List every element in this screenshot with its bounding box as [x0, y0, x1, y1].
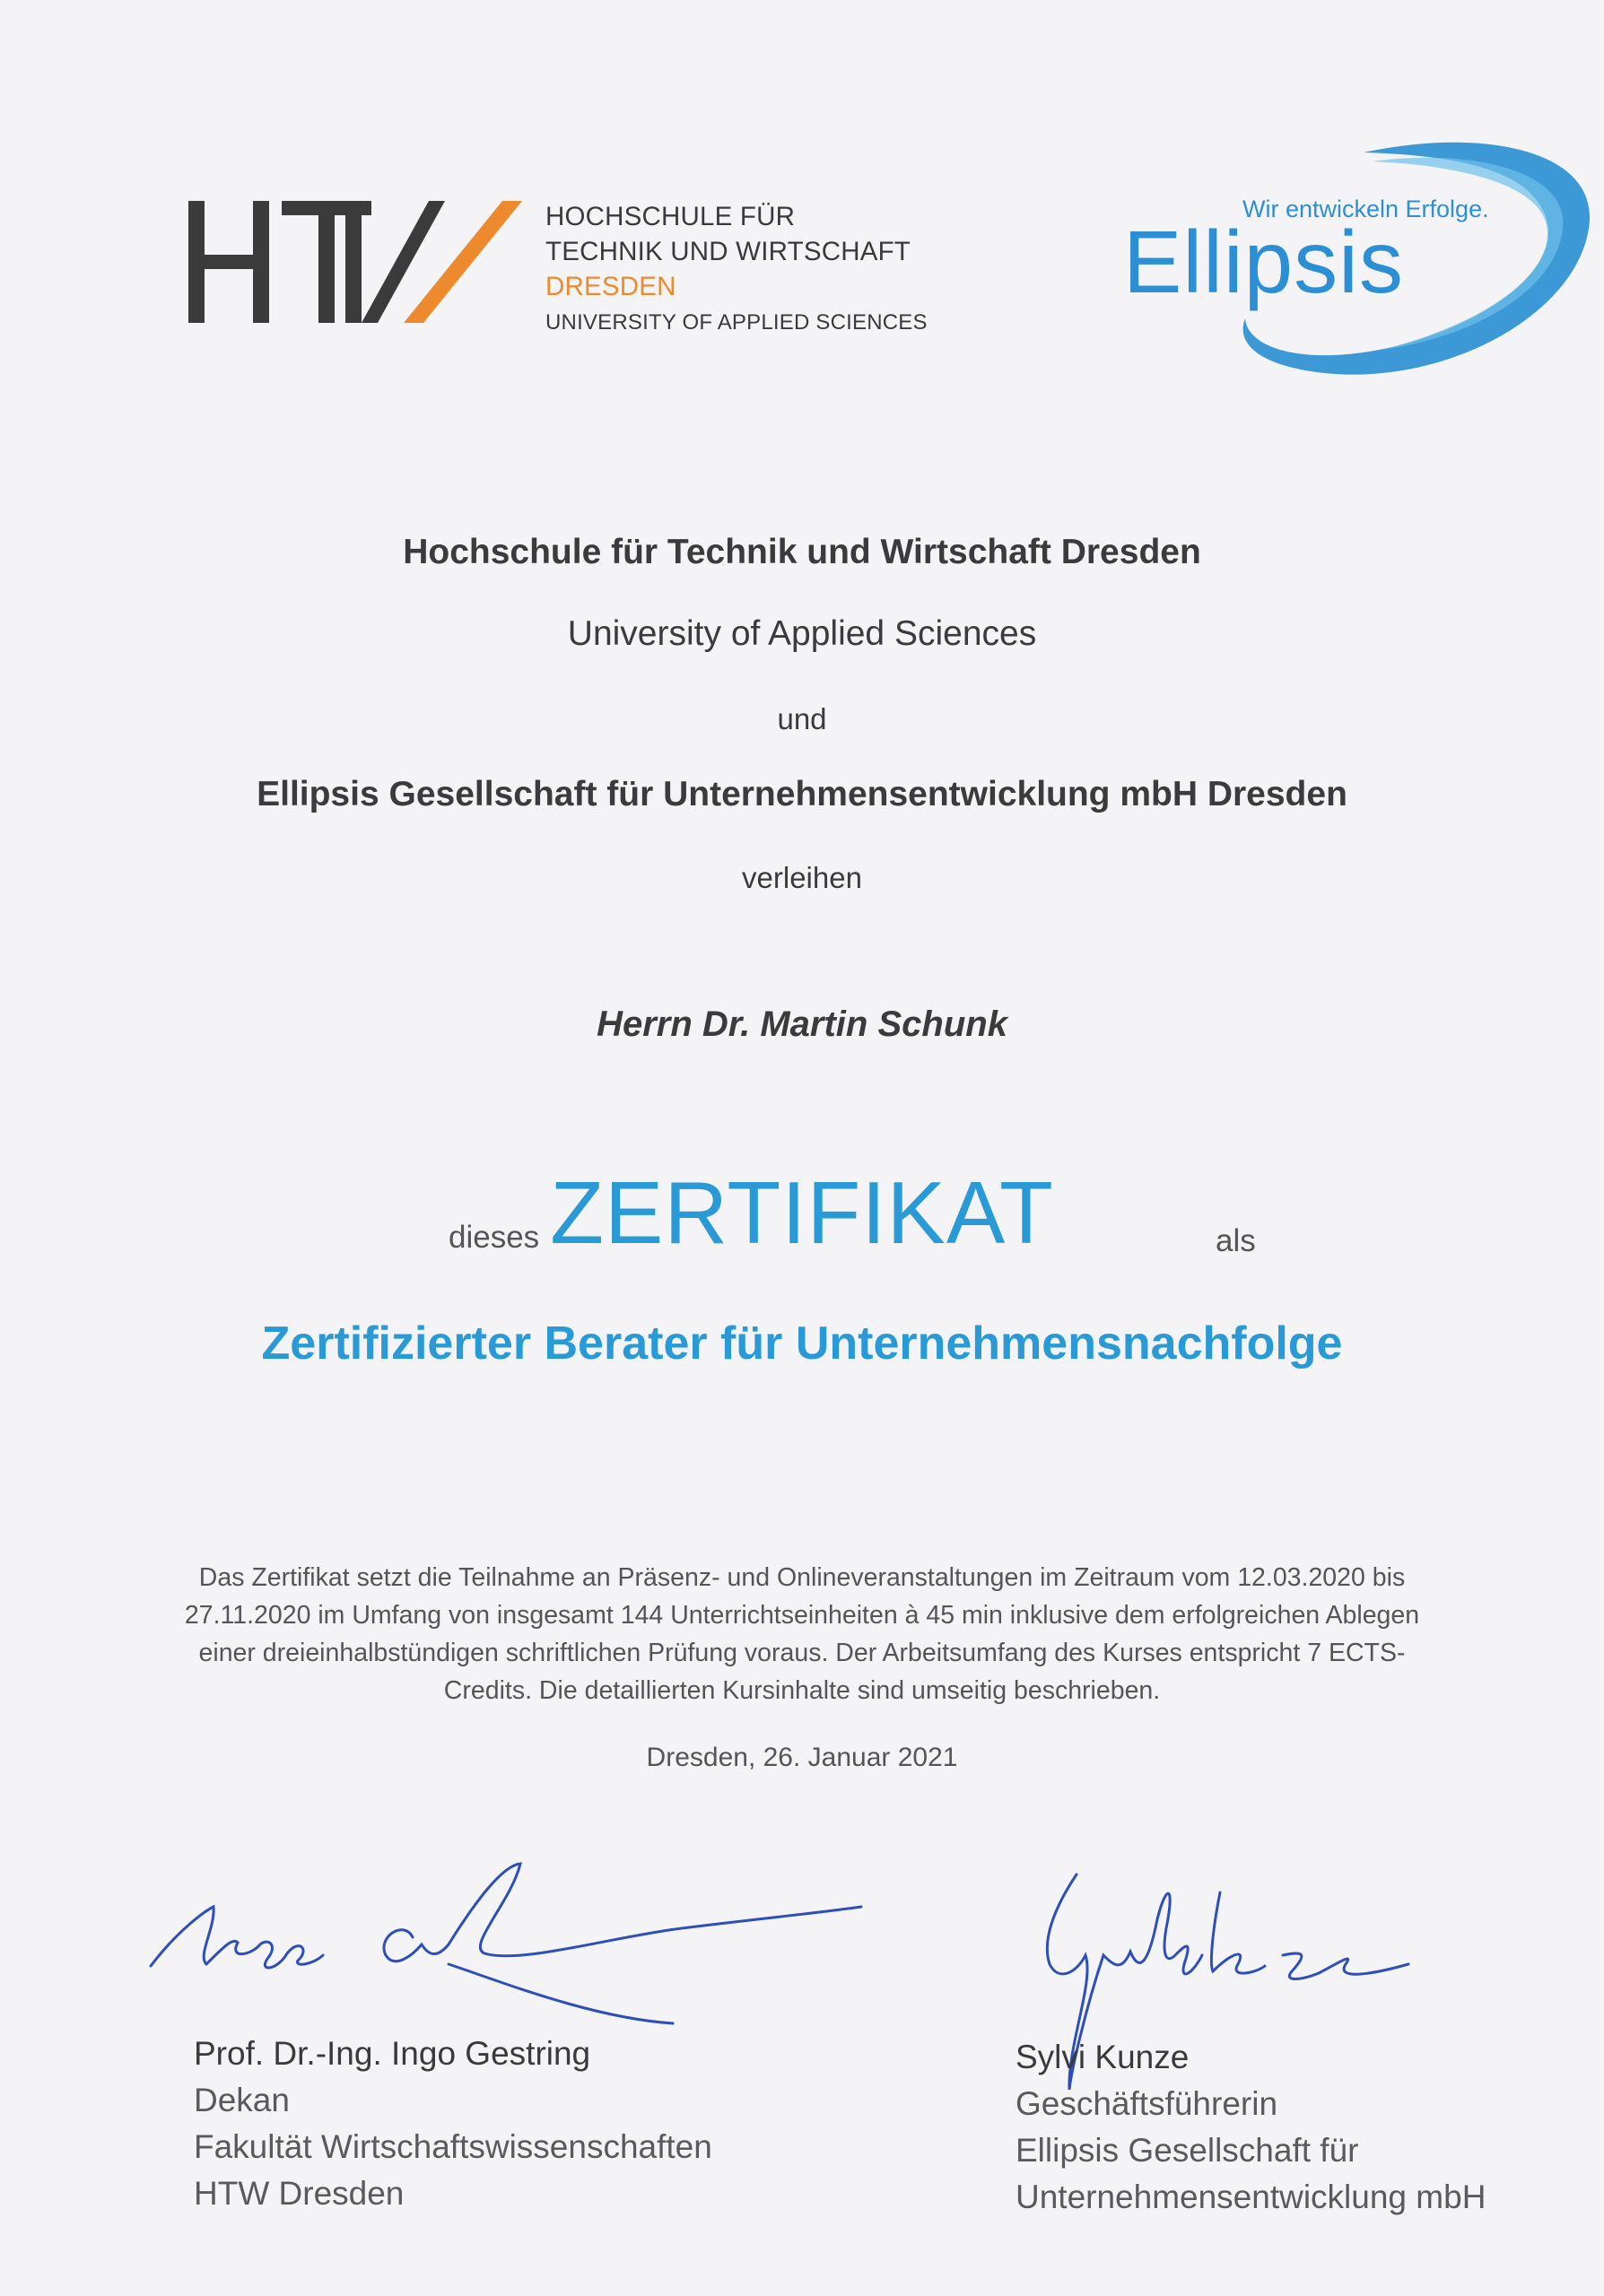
- signature-left-first: [151, 1907, 323, 1968]
- htw-logo-mark: [188, 196, 529, 330]
- certificate-body-text: Das Zertifikat setzt die Teilnahme an Präsenz- und Onlineveranstaltungen im Zeitraum vom 12.03.2020 bis 27.11.2020 im Umfang von insgesamt 144 Unterrichtseinheiten à 45 min inklusive dem erfolgreichen Ablegen einer dreieinhalbstündigen schriftlichen Prüfung voraus. Der Arbeitsumfang des Kurses entspricht 7 ECTS-Credits. Die detaillierten Kursinhalte sind umseitig beschrieben.: [184, 1563, 1420, 1705]
- ellipsis-slogan: Wir entwickeln Erfolge.: [1242, 196, 1489, 222]
- certificate-title: ZERTIFIKAT: [550, 1163, 1054, 1262]
- signatory-left-name: Prof. Dr.-Ing. Ingo Gestring: [194, 2035, 591, 2072]
- htw-logo-line2: TECHNIK UND WIRTSCHAFT: [545, 237, 911, 266]
- htw-logo-line3: DRESDEN: [545, 272, 676, 301]
- recipient-name: Herrn Dr. Martin Schunk: [597, 1004, 1007, 1044]
- signature-left-tail: [449, 1964, 673, 2023]
- signatory-right-role: Geschäftsführerin: [1016, 2085, 1278, 2122]
- htw-logo-t-stem: [318, 201, 335, 323]
- signatory-left-org: HTW Dresden: [194, 2175, 405, 2212]
- signatory-right-org-line1: Ellipsis Gesellschaft für: [1016, 2132, 1359, 2169]
- institution-subtitle: University of Applied Sciences: [567, 614, 1037, 653]
- institution-heading: Hochschule für Technik und Wirtschaft Dresden: [403, 533, 1201, 571]
- partner-heading: Ellipsis Gesellschaft für Unternehmensentwicklung mbH Dresden: [257, 775, 1347, 813]
- htw-logo-line4: UNIVERSITY OF APPLIED SCIENCES: [545, 310, 928, 335]
- signatory-right-org-line2: Unternehmensentwicklung mbH: [1016, 2179, 1486, 2215]
- htw-logo-text: [545, 199, 928, 342]
- signatory-left-role: Dekan: [194, 2082, 290, 2118]
- htw-logo-line1: HOCHSCHULE FÜR: [545, 202, 796, 231]
- htw-logo-w-stem: [345, 201, 362, 323]
- signature-right-last: [1211, 1892, 1265, 1973]
- certificate-designation: Zertifizierter Berater für Unternehmensnachfolge: [261, 1318, 1343, 1370]
- signatory-left-unit: Fakultät Wirtschaftswissenschaften: [194, 2128, 712, 2165]
- signatory-right-name: Sylvi Kunze: [1016, 2039, 1190, 2075]
- ellipsis-wordmark: Ellipsis: [1123, 213, 1404, 311]
- certificate-word-before: dieses: [449, 1220, 540, 1255]
- place-date: Dresden, 26. Januar 2021: [646, 1743, 958, 1772]
- signature-right-end: [1283, 1953, 1408, 1979]
- signature-left: [144, 1848, 879, 2045]
- verb-text: verleihen: [742, 861, 862, 894]
- conjunction-text: und: [777, 702, 827, 735]
- signatory-left: [194, 2031, 712, 2217]
- certificate-word-after: als: [1216, 1223, 1256, 1258]
- htw-logo-h-right: [253, 201, 269, 323]
- signatory-right: [1016, 2034, 1486, 2221]
- signature-left-last: [384, 1864, 861, 1961]
